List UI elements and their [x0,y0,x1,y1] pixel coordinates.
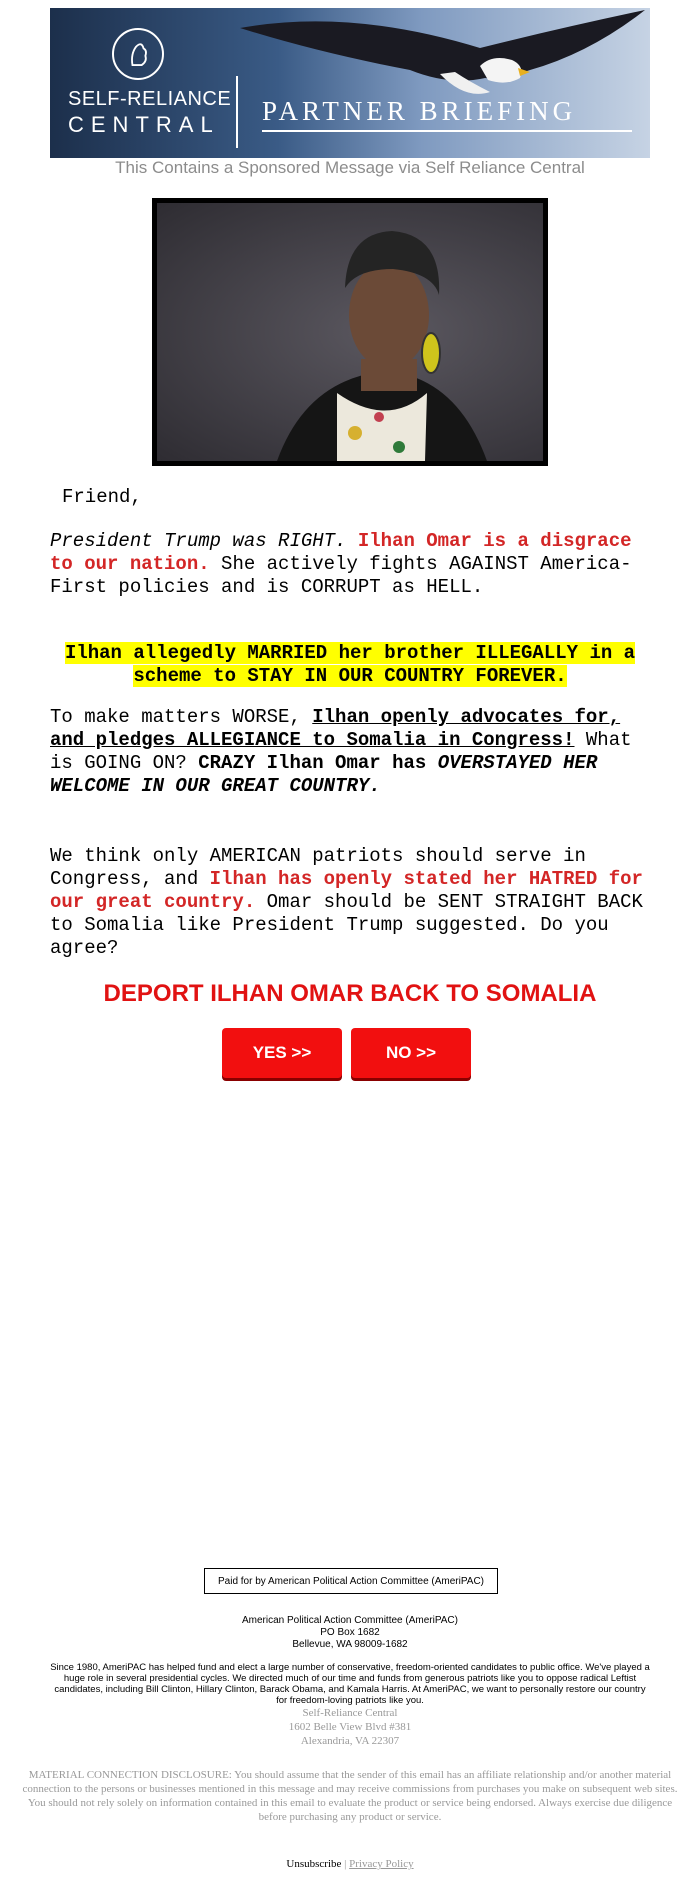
unsubscribe-link[interactable]: Unsubscribe [286,1858,342,1870]
cta-headline: DEPORT ILHAN OMAR BACK TO SOMALIA [103,980,597,1007]
link-separator: | [344,1858,347,1870]
sender-name: Self-Reliance Central [302,1707,398,1719]
material-disclosure: MATERIAL CONNECTION DISCLOSURE: You should assume that the sender of this email has an affiliate relationship and/or another material connection to the persons or businesses mentioned in this message and may receive commissions from purchases you make on subsequent web sites. You should not rely solely on information contained in this email to evaluate the product or service being endorsed. Always exercise due diligence before purchasing any product or service. [22,1769,678,1823]
greeting: Friend, [62,486,142,508]
committee-about: Since 1980, AmeriPAC has helped fund and elect a large number of conservative, freedom-oriented candidates to public office. We've played a huge role in several presidential cycles. We directed much of our time and funds from generous patriots like you to oppose radical Leftist candidates, including Bill Clinton, Hillary Clinton, Barack Obama, and Kamala Harris. At AmeriPAC, we want to personally restore our country for freedom-loving patriots like you. [50,1662,650,1706]
highlight-text: Ilhan allegedly MARRIED her brother ILLEGALLY in a scheme to STAY IN OUR COUNTRY FOREVER. [64,642,636,687]
banner-title: PARTNER BRIEFING [262,96,577,126]
committee-city: Bellevue, WA 98009-1682 [292,1639,408,1650]
p2-plain-2: What is GOING ON? [50,729,632,774]
logo-emblem-icon [112,28,164,80]
committee-address [0,1615,700,1651]
p1-italic: President Trump was RIGHT. [50,530,347,552]
p2-plain-1: To make matters WORSE, [50,706,301,728]
portrait-illustration [157,203,543,461]
p3-red: Ilhan has openly stated her HATRED for our great country. [50,868,643,913]
yes-button[interactable]: YES >> [222,1028,342,1078]
hero-photo[interactable] [157,203,543,461]
paragraph-1 [50,530,660,599]
committee-name: American Political Action Committee (AmeriPAC) [242,1615,458,1626]
footer-links [0,1858,700,1870]
brand-name-line1: SELF-RELIANCE [68,88,232,110]
header-banner [50,8,650,158]
p2-bold-italic: OVERSTAYED HER WELCOME IN OUR GREAT COUNTRY. [50,752,598,797]
banner-divider [236,76,238,148]
sponsored-note: This Contains a Sponsored Message via Self Reliance Central [115,158,585,177]
p3-plain-2: Omar should be SENT STRAIGHT BACK to Somalia like President Trump suggested. Do you agree? [50,891,643,959]
paid-for-disclaimer: Paid for by American Political Action Committee (AmeriPAC) [204,1568,498,1594]
highlight-block [50,642,650,688]
p2-bold: CRAZY Ilhan Omar has [198,752,427,774]
no-button[interactable]: NO >> [351,1028,471,1078]
hero-photo-frame[interactable] [152,198,548,466]
paragraph-2 [50,706,660,798]
brand-name-line2: CENTRAL [68,112,220,137]
banner-underline [262,130,632,132]
p1-red: Ilhan Omar is a disgrace to our nation. [50,530,632,575]
privacy-policy-link[interactable]: Privacy Policy [349,1858,414,1870]
sender-city: Alexandria, VA 22307 [300,1735,400,1747]
sender-street: 1602 Belle View Blvd #381 [288,1721,412,1733]
sender-address [0,1706,700,1748]
p1-plain: She actively fights AGAINST America-First policies and is CORRUPT as HELL. [50,553,632,598]
paragraph-3 [50,845,670,960]
p3-plain-1: We think only AMERICAN patriots should serve in Congress, and [50,845,586,890]
committee-po-box: PO Box 1682 [320,1627,380,1638]
p2-underlined: Ilhan openly advocates for, and pledges ALLEGIANCE to Somalia in Congress! [50,706,621,751]
